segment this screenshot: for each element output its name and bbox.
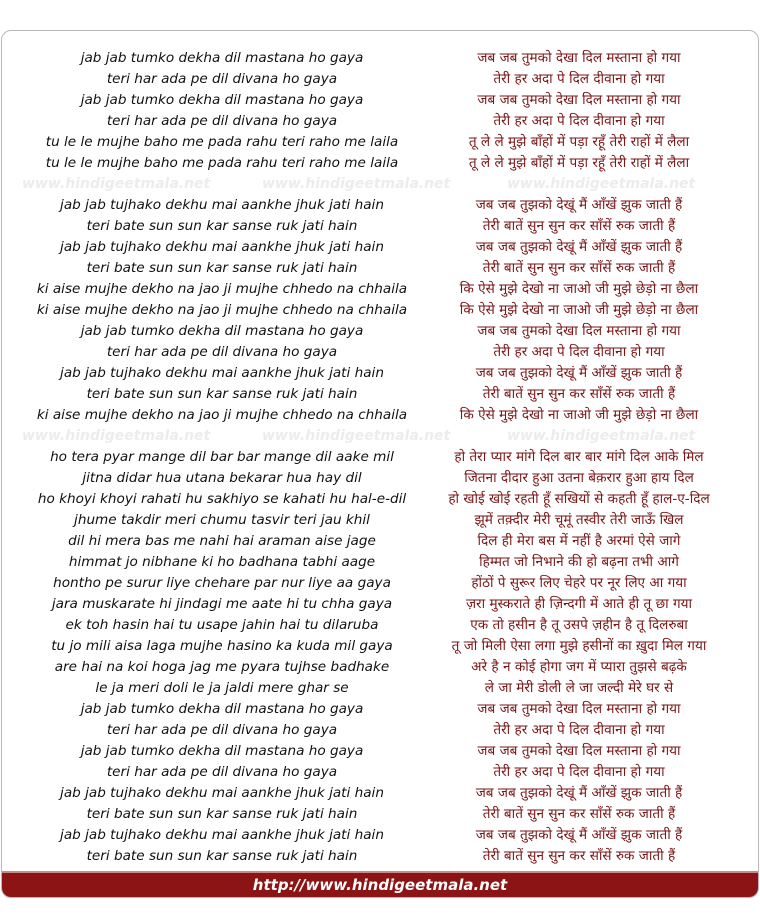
hindi-lyric-line: जब जब तुझको देखूं मैं आँखें झुक जाती हैं [475,197,683,213]
roman-lyric-line: ek toh hasin hai tu usape jahin hai tu dilaruba [65,617,379,633]
watermark-text: www.hindigeetmala.net [22,176,211,192]
hindi-lyrics-column [404,48,754,867]
roman-lyric-line: teri har ada pe dil divana ho gaya [106,344,338,360]
lyrics-card [1,30,759,898]
hindi-lyric-line: हो तेरा प्यार मांगे दिल बार बार मांगे दिल आके मिल [454,449,704,465]
hindi-lyric-line: जब जब तुमको देखा दिल मस्ताना हो गया [477,323,681,339]
roman-lyric-line: teri bate sun sun kar sanse ruk jati hain [86,218,358,234]
watermark-text: www.hindigeetmala.net [262,176,451,192]
hindi-lyric-line: कि ऐसे मुझे देखो ना जाओ जी मुझे छेड़ो ना छैला [459,302,699,318]
hindi-lyric-line: जब जब तुझको देखूं मैं आँखें झुक जाती हैं [475,365,683,381]
hindi-lyric-line: हो खोई खोई रहती हूँ सखियों से कहती हूँ हाल-ए-दिल [448,491,710,507]
hindi-lyric-line: कि ऐसे मुझे देखो ना जाओ जी मुझे छेड़ो ना छैला [459,281,699,297]
hindi-lyric-line: जितना दीदार हुआ उतना बेक़रार हुआ हाय दिल [464,470,694,486]
roman-lyric-line: teri bate sun sun kar sanse ruk jati hain [86,806,358,822]
watermark-text: www.hindigeetmala.net [507,428,696,444]
roman-lyric-line: jab jab tujhako dekhu mai aankhe jhuk jati hain [60,197,384,213]
roman-lyric-line: tu jo mili aisa laga mujhe hasino ka kuda mil gaya [51,638,393,654]
hindi-lyric-line: तेरी हर अदा पे दिल दीवाना हो गया [493,113,665,129]
hindi-lyric-line: तेरी हर अदा पे दिल दीवाना हो गया [493,722,665,738]
roman-lyric-line: le ja meri doli le ja jaldi mere ghar se [95,680,349,696]
roman-lyric-line: jab jab tumko dekha dil mastana ho gaya [80,50,364,66]
hindi-lyric-line: तेरी बातें सुन सुन कर साँसें रुक जाती हैं [482,848,676,864]
roman-lyric-line: jab jab tujhako dekhu mai aankhe jhuk jati hain [60,785,384,801]
roman-lyrics-column [2,48,442,867]
hindi-lyric-line: तेरी हर अदा पे दिल दीवाना हो गया [493,344,665,360]
roman-lyric-line: tu le le mujhe baho me pada rahu teri raho me laila [45,134,399,150]
roman-lyric-line: hontho pe surur liye chehare par nur liye aa gaya [53,575,391,591]
hindi-lyric-line: जब जब तुमको देखा दिल मस्ताना हो गया [477,701,681,717]
roman-lyric-line: jab jab tujhako dekhu mai aankhe jhuk jati hain [60,365,384,381]
hindi-lyric-line: तू जो मिली ऐसा लगा मुझे हसीनों का ख़ुदा मिल गया [451,638,707,654]
roman-lyric-line: tu le le mujhe baho me pada rahu teri raho me laila [45,155,399,171]
hindi-lyric-line: जब जब तुमको देखा दिल मस्ताना हो गया [477,92,681,108]
hindi-lyric-line: जब जब तुझको देखूं मैं आँखें झुक जाती हैं [475,827,683,843]
hindi-lyric-line: कि ऐसे मुझे देखो ना जाओ जी मुझे छेड़ो ना छैला [459,407,699,423]
roman-lyric-line: teri har ada pe dil divana ho gaya [106,71,338,87]
roman-lyric-line: jitna didar hua utana bekarar hua hay dil [82,470,362,486]
watermark-text: www.hindigeetmala.net [507,176,696,192]
stanza-gap [404,174,754,195]
hindi-lyric-line: एक तो हसीन है तू उसपे ज़हीन है तू दिलरुबा [470,617,688,633]
roman-lyric-line: ki aise mujhe dekho na jao ji mujhe chhedo na chhaila [36,407,408,423]
roman-lyric-line: ho khoyi khoyi rahati hu sakhiyo se kahati hu hal-e-dil [37,491,407,507]
roman-lyric-line: ki aise mujhe dekho na jao ji mujhe chhedo na chhaila [36,281,408,297]
hindi-lyric-line: तू ले ले मुझे बाँहों में पड़ा रहूँ तेरी राहों में लैला [468,155,690,171]
hindi-lyric-line: तेरी बातें सुन सुन कर साँसें रुक जाती हैं [482,218,676,234]
roman-lyric-line: jab jab tujhako dekhu mai aankhe jhuk jati hain [60,827,384,843]
roman-lyric-line: are hai na koi hoga jag me pyara tujhse badhake [54,659,390,675]
roman-lyric-line: teri bate sun sun kar sanse ruk jati hain [86,386,358,402]
hindi-lyric-line: जब जब तुझको देखूं मैं आँखें झुक जाती हैं [475,239,683,255]
hindi-lyric-line: जब जब तुमको देखा दिल मस्ताना हो गया [477,50,681,66]
stanza-gap [2,426,442,447]
roman-lyric-line: jab jab tujhako dekhu mai aankhe jhuk jati hain [60,239,384,255]
roman-lyric-line: teri har ada pe dil divana ho gaya [106,113,338,129]
footer-url-link[interactable]: http://www.hindigeetmala.net [252,876,508,894]
hindi-lyric-line: तू ले ले मुझे बाँहों में पड़ा रहूँ तेरी राहों में लैला [468,134,690,150]
hindi-lyric-line: ज़रा मुस्कराते ही ज़िन्दगी में आते ही तू छा गया [465,596,693,612]
hindi-lyric-line: झूमें तक़्दीर मेरी चूमूं तस्वीर तेरी जाऊँ खिल [474,512,684,528]
watermark-text: www.hindigeetmala.net [262,428,451,444]
stanza-gap [2,174,442,195]
hindi-lyric-line: तेरी बातें सुन सुन कर साँसें रुक जाती हैं [482,806,676,822]
hindi-lyric-line: जब जब तुझको देखूं मैं आँखें झुक जाती हैं [475,785,683,801]
hindi-lyric-line: ले जा मेरी डोली ले जा जल्दी मेरे घर से [484,680,674,696]
roman-lyric-line: ki aise mujhe dekho na jao ji mujhe chhedo na chhaila [36,302,408,318]
hindi-lyric-line: तेरी बातें सुन सुन कर साँसें रुक जाती हैं [482,260,676,276]
hindi-lyric-line: दिल ही मेरा बस में नहीं है अरमां ऐसे जागे [477,533,681,549]
hindi-lyric-line: अरे है न कोई होगा जग में प्यारा तुझसे बढ़के [471,659,687,675]
hindi-lyric-line: तेरी हर अदा पे दिल दीवाना हो गया [493,71,665,87]
roman-lyric-line: teri har ada pe dil divana ho gaya [106,722,338,738]
hindi-lyric-line: जब जब तुमको देखा दिल मस्ताना हो गया [477,743,681,759]
roman-lyric-line: jab jab tumko dekha dil mastana ho gaya [80,92,364,108]
roman-lyric-line: jara muskarate hi jindagi me aate hi tu chha gaya [51,596,393,612]
hindi-lyric-line: तेरी हर अदा पे दिल दीवाना हो गया [493,764,665,780]
roman-lyric-line: himmat jo nibhane ki ho badhana tabhi aage [68,554,376,570]
roman-lyric-line: ho tera pyar mange dil bar bar mange dil aake mil [50,449,394,465]
stanza-gap [404,426,754,447]
roman-lyric-line: jab jab tumko dekha dil mastana ho gaya [80,701,364,717]
roman-lyric-line: jhume takdir meri chumu tasvir teri jau khil [74,512,370,528]
watermark-text: www.hindigeetmala.net [22,428,211,444]
roman-lyric-line: teri bate sun sun kar sanse ruk jati hain [86,260,358,276]
roman-lyric-line: jab jab tumko dekha dil mastana ho gaya [80,743,364,759]
roman-lyric-line: jab jab tumko dekha dil mastana ho gaya [80,323,364,339]
footer-bar [2,871,758,897]
hindi-lyric-line: हिम्मत जो निभाने की हो बढ़ना तभी आगे [479,554,679,570]
hindi-lyric-line: तेरी बातें सुन सुन कर साँसें रुक जाती हैं [482,386,676,402]
hindi-lyric-line: होंठों पे सुरूर लिए चेहरे पर नूर लिए आ गया [471,575,687,591]
roman-lyric-line: teri har ada pe dil divana ho gaya [106,764,338,780]
roman-lyric-line: teri bate sun sun kar sanse ruk jati hain [86,848,358,864]
roman-lyric-line: dil hi mera bas me nahi hai araman aise jage [68,533,376,549]
